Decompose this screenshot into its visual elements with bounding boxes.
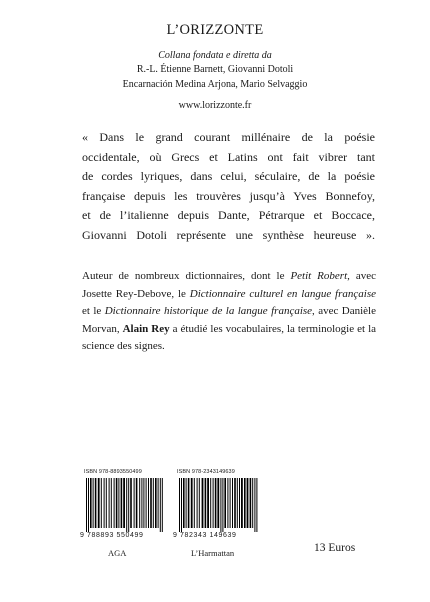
bio-title-petit-robert: Petit Robert	[290, 270, 348, 282]
bio-title-dict-historique: Dictionnaire historique de la langue française	[104, 305, 313, 318]
isbn-label-1: ISBN 978-8893550499	[84, 469, 142, 475]
bio-text: a étudié les vocabulaires, la terminologie et la science des signes.	[82, 322, 377, 353]
quote-line: et de l’italienne depuis Dante, Pétrarque et Boccace,	[82, 208, 375, 223]
isbn-label-2: ISBN 978-2343149639	[177, 469, 235, 475]
publisher-1: AGA	[108, 548, 127, 558]
bio-text: et le	[82, 305, 105, 318]
bio-text: , avec Danièle Morvan,	[82, 305, 376, 335]
quote-line: occidentale, où Grecs et Latins ont fait vibrer tant	[82, 149, 375, 164]
publisher-2: L’Harmattan	[191, 548, 235, 558]
barcode-digits-2: 9 782343 149639	[173, 532, 237, 539]
quote-line: « Dans le grand courant millénaire de la poésie	[82, 130, 375, 144]
price-label: 13 Euros	[314, 542, 356, 554]
series-title: L’ORIZZONTE	[166, 22, 264, 38]
bio-text: Auteur de nombreux dictionnaires, dont le	[82, 270, 291, 282]
bio-author-name: Alain Rey	[122, 322, 170, 335]
directors-line-2: Encarnación Medina Arjona, Mario Selvaggio	[122, 79, 308, 90]
collection-caption: Collana fondata e diretta da	[158, 50, 272, 61]
quote-line: française depuis les trouvères jusqu’à Yves Bonnefoy,	[82, 188, 375, 203]
bio-text: , avec Josette Rey-Debove, le	[82, 270, 376, 300]
barcode-digits-1: 9 788893 550499	[80, 532, 144, 539]
quote-line: Giovanni Dotoli représente une synthèse heureuse ».	[82, 227, 375, 242]
barcode-2	[173, 478, 261, 540]
bio-title-dict-culturel: Dictionnaire culturel en langue française	[189, 287, 376, 300]
website-link[interactable]: www.lorizzonte.fr	[178, 100, 252, 111]
quote-block	[82, 128, 375, 246]
directors-line-1: R.-L. Étienne Barnett, Giovanni Dotoli	[136, 64, 294, 75]
quote-line: de cordes lyriques, dans celui, séculaire, de la poésie	[82, 169, 375, 184]
author-bio	[82, 268, 376, 356]
barcode-1	[80, 478, 168, 540]
